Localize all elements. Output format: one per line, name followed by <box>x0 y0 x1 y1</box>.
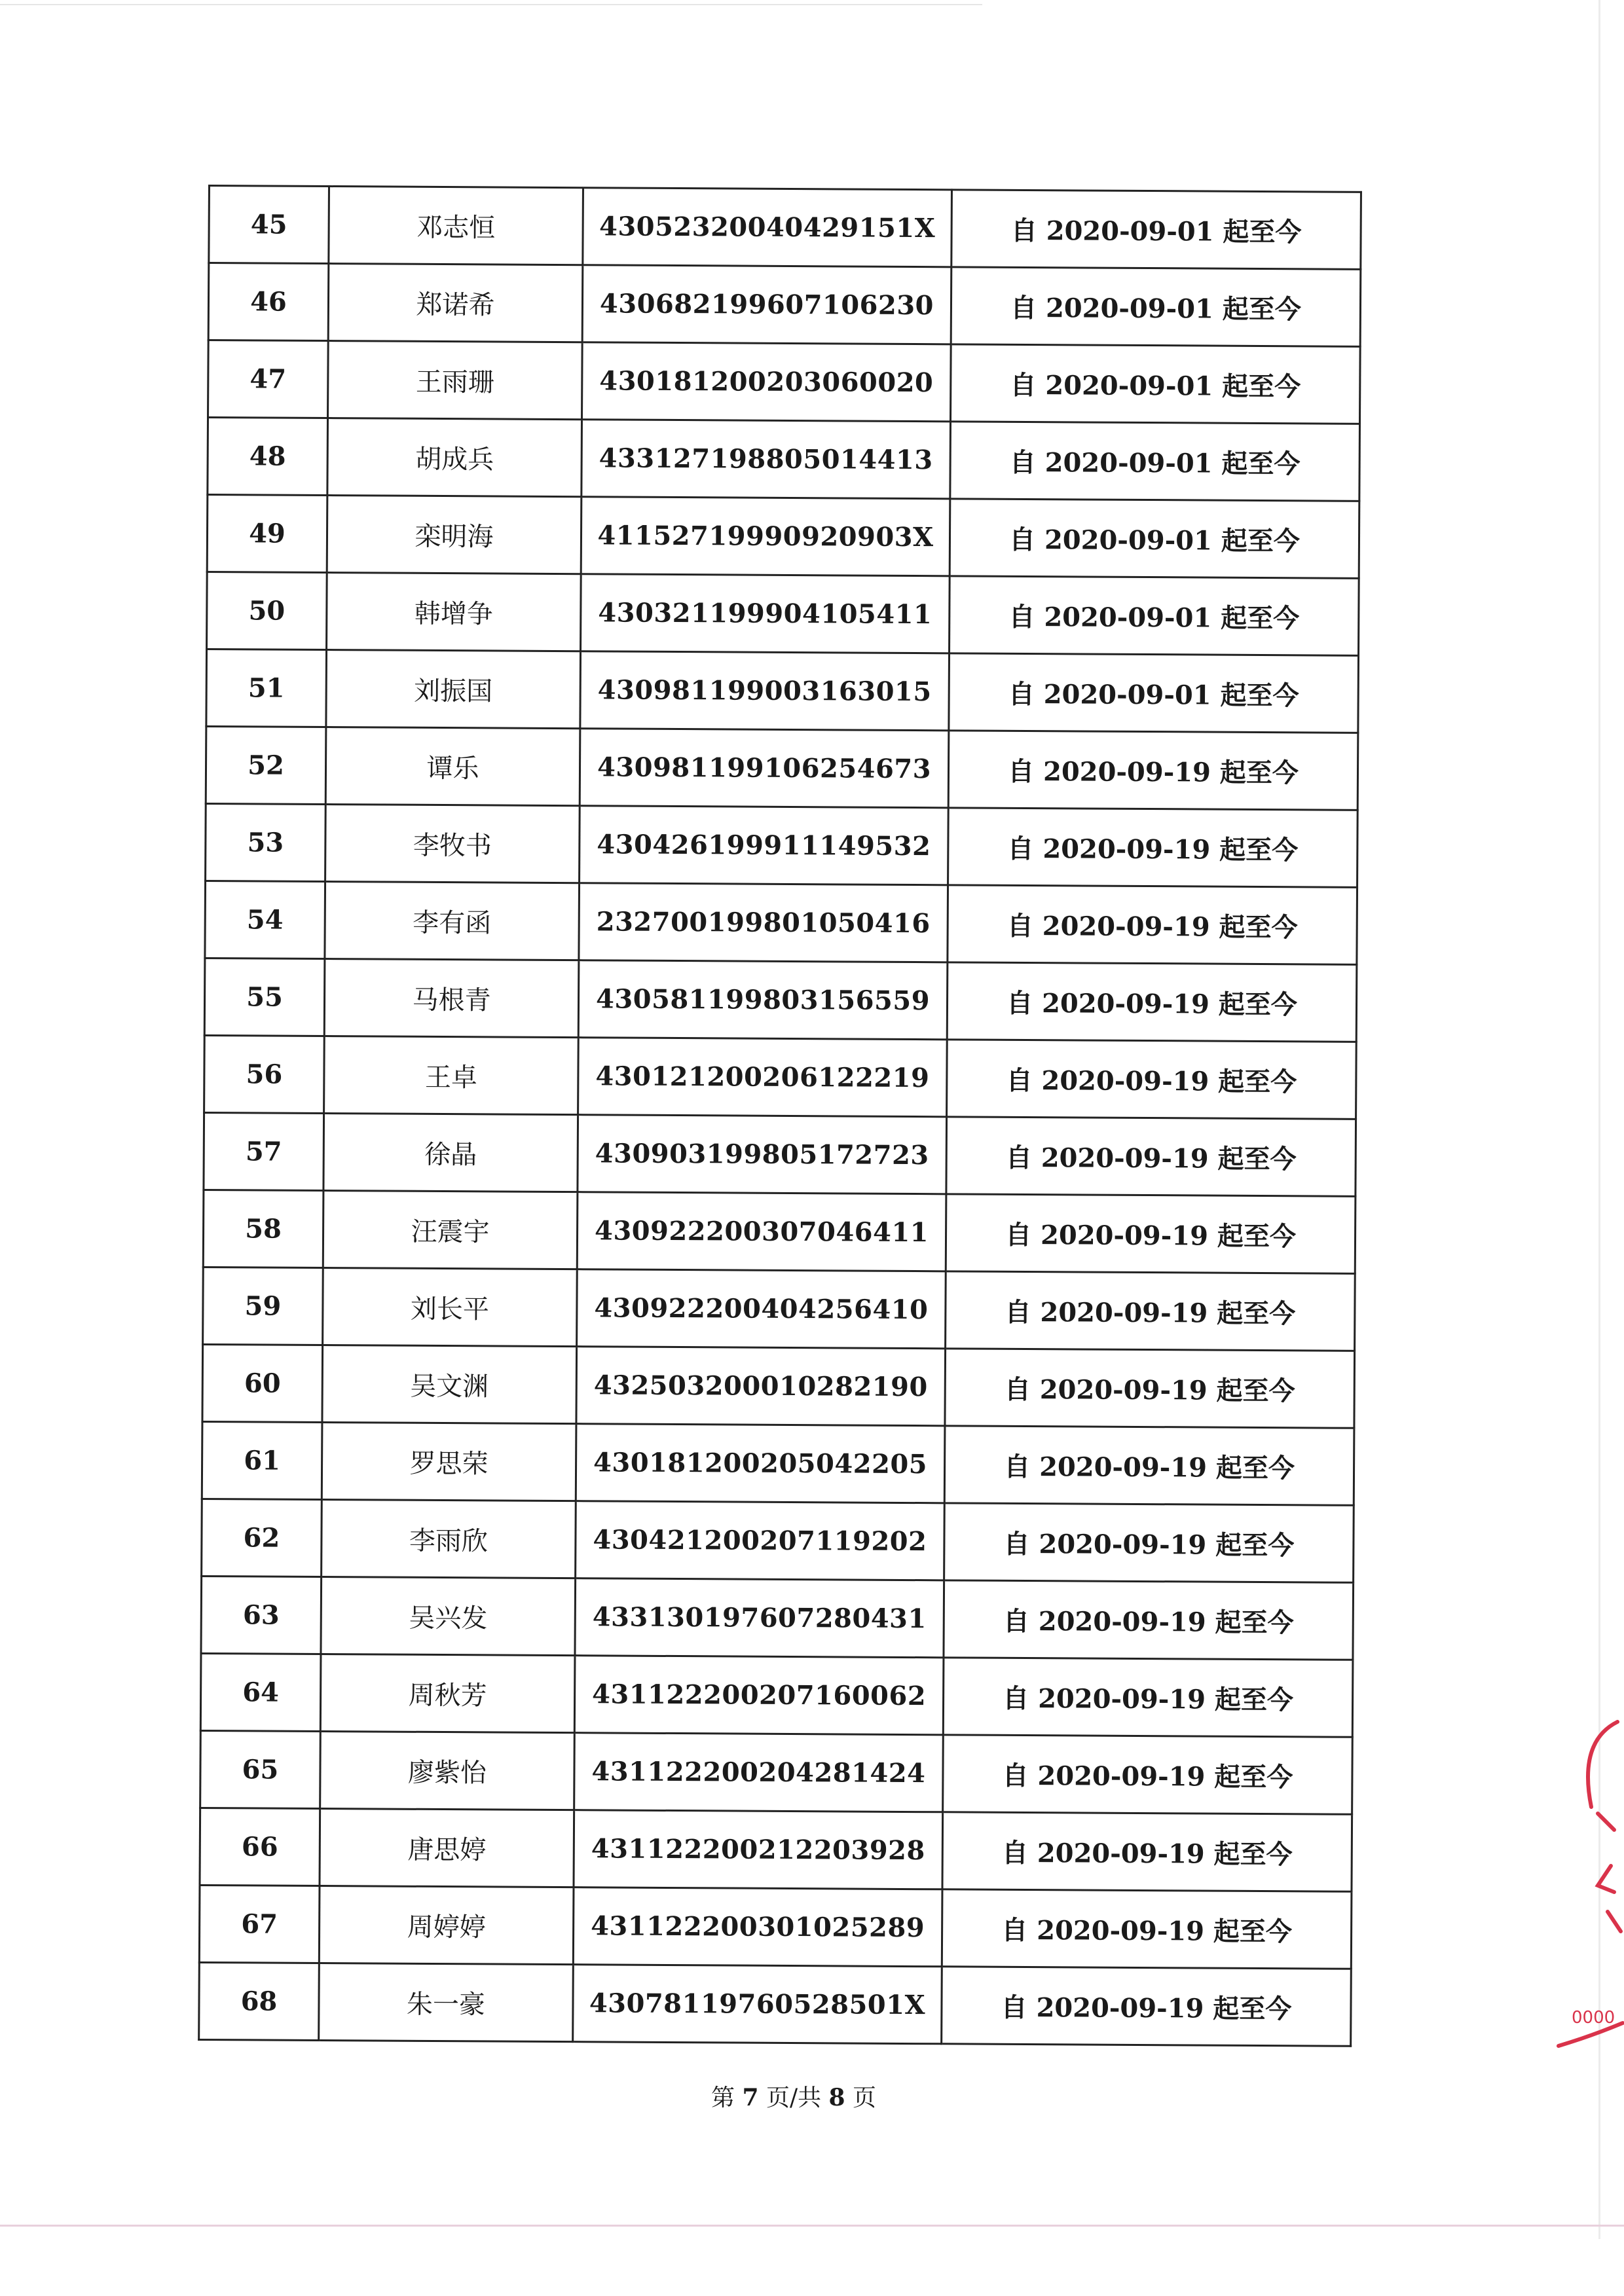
table-row <box>207 572 1359 655</box>
row-number-cell: 67 <box>199 1885 320 1963</box>
table-row <box>202 1344 1355 1428</box>
id-number-cell: 430903199805172723 <box>578 1115 947 1194</box>
row-number-cell: 64 <box>200 1653 321 1731</box>
period-cell: 自 2020-09-01 起至今 <box>951 190 1361 269</box>
id-number-cell: 430922200404256410 <box>577 1269 946 1349</box>
period-cell: 自 2020-09-19 起至今 <box>947 1040 1357 1119</box>
stamp-mark-3 <box>1608 1912 1621 1931</box>
id-number-cell: 232700199801050416 <box>579 883 948 962</box>
table-row <box>204 958 1357 1042</box>
id-number-cell: 430922200307046411 <box>577 1192 946 1271</box>
id-number-cell: 430321199904105411 <box>581 574 950 653</box>
period-cell: 自 2020-09-19 起至今 <box>943 1658 1353 1737</box>
row-number-cell: 46 <box>208 263 329 341</box>
name-cell: 李雨欣 <box>322 1499 576 1578</box>
period-cell: 自 2020-09-01 起至今 <box>950 422 1360 501</box>
table-row <box>208 263 1361 347</box>
id-number-cell: 430181200205042205 <box>576 1424 945 1503</box>
id-number-cell: 431122200212203928 <box>574 1810 943 1889</box>
table-row <box>204 1035 1357 1119</box>
row-number-cell: 53 <box>206 803 326 881</box>
scan-edge-bottom <box>0 2225 1624 2227</box>
name-cell: 郑诺希 <box>328 264 583 342</box>
period-cell: 自 2020-09-19 起至今 <box>948 731 1358 810</box>
row-number-cell: 55 <box>204 958 325 1036</box>
stamp-mark-1 <box>1598 1813 1614 1830</box>
id-number-cell: 430426199911149532 <box>580 806 949 885</box>
row-number-cell: 57 <box>204 1112 324 1190</box>
name-cell: 汪震宇 <box>323 1191 578 1269</box>
id-number-cell: 430121200206122219 <box>578 1038 948 1117</box>
id-number-cell: 433127198805014413 <box>581 420 951 499</box>
name-cell: 吴兴发 <box>321 1576 576 1655</box>
period-cell: 自 2020-09-19 起至今 <box>944 1426 1354 1505</box>
footer-suffix: 页 <box>845 2085 877 2111</box>
name-cell: 王卓 <box>324 1036 579 1115</box>
id-number-cell: 430421200207119202 <box>576 1501 945 1580</box>
table-row <box>199 1962 1352 2046</box>
id-number-cell: 43052320040429151X <box>583 188 952 267</box>
name-cell: 周秋芳 <box>320 1654 575 1732</box>
id-number-cell: 431122200207160062 <box>574 1656 944 1735</box>
footer-middle: 页/共 <box>758 2085 829 2111</box>
name-cell: 朱一豪 <box>319 1963 574 2041</box>
id-number-cell: 432503200010282190 <box>576 1347 946 1426</box>
id-number-cell: 430981199003163015 <box>580 651 950 731</box>
id-number-cell: 431122200204281424 <box>574 1733 944 1812</box>
stamp-arc-top <box>1588 1722 1617 1807</box>
table-row <box>206 649 1359 733</box>
name-cell: 胡成兵 <box>327 418 582 497</box>
table-row <box>202 1421 1354 1505</box>
row-number-cell: 50 <box>207 572 327 649</box>
footer-total-pages: 8 <box>828 2084 845 2111</box>
footer-prefix: 第 <box>711 2085 743 2111</box>
table-row <box>200 1808 1352 1891</box>
table-row <box>208 418 1360 501</box>
period-cell: 自 2020-09-01 起至今 <box>950 499 1359 578</box>
id-number-cell: 433130197607280431 <box>575 1578 944 1658</box>
row-number-cell: 51 <box>206 649 327 727</box>
period-cell: 自 2020-09-19 起至今 <box>948 885 1357 964</box>
period-cell: 自 2020-09-19 起至今 <box>946 1194 1356 1273</box>
footer-current-page: 7 <box>742 2084 759 2111</box>
table-row <box>201 1576 1354 1660</box>
id-number-cell: 41152719990920903X <box>581 497 950 576</box>
period-cell: 自 2020-09-19 起至今 <box>944 1503 1354 1582</box>
id-number-cell: 430981199106254673 <box>580 729 949 808</box>
name-cell: 谭乐 <box>325 727 580 806</box>
row-number-cell: 56 <box>204 1035 325 1113</box>
row-number-cell: 54 <box>205 881 325 958</box>
period-cell: 自 2020-09-19 起至今 <box>946 1117 1356 1196</box>
row-number-cell: 52 <box>206 726 326 804</box>
row-number-cell: 59 <box>203 1267 323 1345</box>
period-cell: 自 2020-09-19 起至今 <box>944 1580 1354 1660</box>
table-row <box>199 1885 1352 1969</box>
name-cell: 刘长平 <box>323 1268 578 1347</box>
red-seal-stamp-edge <box>1552 1715 1624 2056</box>
name-cell: 李有函 <box>325 882 580 960</box>
id-number-cell: 430581199803156559 <box>578 960 948 1040</box>
row-number-cell: 66 <box>200 1808 320 1886</box>
table-row <box>202 1499 1354 1582</box>
row-number-cell: 48 <box>208 418 328 496</box>
roster-table <box>198 185 1362 2047</box>
period-cell: 自 2020-09-19 起至今 <box>945 1349 1355 1428</box>
table-row <box>208 340 1361 424</box>
name-cell: 罗思荣 <box>322 1423 576 1501</box>
id-number-cell: 43078119760528501X <box>573 1965 942 2044</box>
period-cell: 自 2020-09-19 起至今 <box>942 1889 1352 1969</box>
row-number-cell: 62 <box>202 1499 322 1576</box>
period-cell: 自 2020-09-19 起至今 <box>946 1271 1356 1351</box>
table-row <box>203 1190 1356 1273</box>
id-number-cell: 430682199607106230 <box>582 265 951 344</box>
row-number-cell: 60 <box>202 1344 323 1422</box>
table-row <box>200 1730 1353 1814</box>
scan-edge-top <box>0 4 982 5</box>
period-cell: 自 2020-09-01 起至今 <box>951 267 1361 346</box>
name-cell: 栾明海 <box>327 496 581 574</box>
table-row <box>200 1653 1353 1737</box>
row-number-cell: 45 <box>209 186 329 264</box>
name-cell: 吴文渊 <box>322 1345 577 1424</box>
name-cell: 马根青 <box>324 959 579 1038</box>
row-number-cell: 65 <box>200 1730 321 1808</box>
name-cell: 韩增争 <box>327 573 581 651</box>
name-cell: 徐晶 <box>323 1114 578 1192</box>
roster-table-container <box>198 185 1362 2047</box>
period-cell: 自 2020-09-19 起至今 <box>948 808 1358 887</box>
row-number-cell: 49 <box>207 495 327 573</box>
table-row <box>207 495 1359 579</box>
stamp-mark-2 <box>1598 1866 1614 1892</box>
name-cell: 刘振国 <box>326 650 581 729</box>
name-cell: 廖紫怡 <box>320 1731 575 1810</box>
period-cell: 自 2020-09-19 起至今 <box>943 1735 1353 1814</box>
name-cell: 唐思婷 <box>320 1808 574 1887</box>
table-row <box>203 1267 1356 1351</box>
period-cell: 自 2020-09-19 起至今 <box>942 1812 1352 1891</box>
table-row <box>206 803 1358 887</box>
table-row <box>206 726 1358 810</box>
row-number-cell: 61 <box>202 1421 322 1499</box>
page-footer <box>711 2079 876 2113</box>
row-number-cell: 47 <box>208 340 329 418</box>
period-cell: 自 2020-09-01 起至今 <box>950 576 1359 655</box>
period-cell: 自 2020-09-19 起至今 <box>942 1967 1352 2046</box>
row-number-cell: 63 <box>201 1576 322 1654</box>
name-cell: 周婷婷 <box>319 1886 574 1964</box>
period-cell: 自 2020-09-19 起至今 <box>947 962 1357 1042</box>
name-cell: 王雨珊 <box>328 341 583 420</box>
id-number-cell: 431122200301025289 <box>573 1887 942 1967</box>
table-row <box>205 881 1357 964</box>
period-cell: 自 2020-09-01 起至今 <box>950 344 1360 424</box>
id-number-cell: 430181200203060020 <box>582 342 951 422</box>
name-cell: 邓志恒 <box>329 187 583 265</box>
table-row <box>204 1112 1356 1196</box>
row-number-cell: 58 <box>203 1190 323 1267</box>
roster-table-body <box>199 186 1361 2047</box>
name-cell: 李牧书 <box>325 805 580 883</box>
row-number-cell: 68 <box>199 1962 320 2040</box>
stamp-partial-text: 0000 <box>1572 2008 1615 2028</box>
table-row <box>209 186 1361 270</box>
period-cell: 自 2020-09-01 起至今 <box>949 653 1359 733</box>
